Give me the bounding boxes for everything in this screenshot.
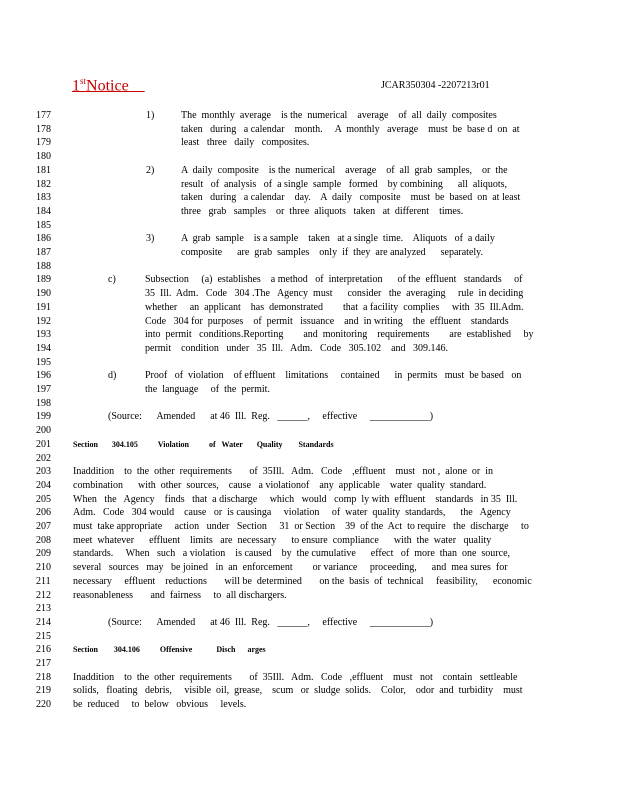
text-line: 35 Ill. Adm. Code 304 .The Agency must consider the averaging rule in deciding — [145, 288, 524, 300]
line-number: 198 — [36, 397, 51, 409]
line-number: 179 — [36, 137, 51, 149]
line-number: 199 — [36, 411, 51, 423]
text-line: The monthly average is the numerical average of all daily composites — [181, 110, 497, 121]
text-line: Proof of violation of effluent limitations contained in permits must be based on — [145, 370, 522, 382]
text-line: whether an applicant has demonstrated that a facility complies with 35 Ill.Adm. — [145, 301, 524, 313]
line-number: 189 — [36, 274, 51, 286]
line-number: 181 — [36, 164, 51, 176]
text-line: reasonableness and fairness to all dischargers. — [73, 589, 287, 601]
text-line: be reduced to below obvious levels. — [73, 699, 247, 711]
text-line: must take appropriate action under Section 31 or Section 39 of the Act to require the discharge to — [73, 521, 529, 532]
text-line: meet whatever effluent limits are necessary to ensure compliance with the water quality — [73, 534, 492, 546]
line-number: 213 — [36, 603, 51, 615]
text-line: necessary effluent reductions will be determined on the basis of technical feasibility, economic — [73, 575, 532, 587]
line-number: 200 — [36, 425, 51, 437]
item-label: d) — [108, 370, 117, 382]
item-label: 3) — [146, 233, 155, 245]
text-line: into permit conditions.Reporting and monitoring requirements are established by — [145, 329, 534, 341]
text-line: Code 304 for purposes of permit issuance and in writing the effluent standards — [145, 315, 509, 327]
line-number: 177 — [36, 110, 51, 121]
line-number: 205 — [36, 493, 51, 505]
text-line: Inaddition to the other requirements of 35Ill. Adm. Code ,effluent must not contain settleable — [73, 671, 518, 683]
line-number: 204 — [36, 479, 51, 491]
text-line: Adm. Code 304 would cause or is causinga violation of water quality standards, the Agency — [73, 507, 511, 519]
line-number: 193 — [36, 329, 51, 341]
text-line: composite are grab samples only if they are analyzed separately. — [181, 247, 484, 258]
text-line: Inaddition to the other requirements of 35Ill. Adm. Code ,effluent must not , alone or in — [73, 466, 494, 478]
line-number: 210 — [36, 562, 51, 574]
line-number: 182 — [36, 178, 51, 190]
jcar-reference: JCAR350304 -2207213r01 — [381, 80, 490, 91]
line-number: 211 — [36, 575, 51, 587]
section-heading: Section 304.106 Offensive Disch arges — [73, 645, 266, 654]
line-number: 208 — [36, 534, 51, 546]
line-number: 219 — [36, 685, 51, 697]
text-line: several sources may be joined in an enforcement or variance proceeding, and mea sures for — [73, 562, 508, 574]
text-line: the language of the permit. — [145, 384, 270, 395]
text-line: When the Agency finds that a discharge which would comp ly with effluent standards in 35 Ill. — [73, 493, 518, 505]
item-label: 2) — [146, 164, 155, 176]
line-number: 180 — [36, 151, 51, 163]
section-heading: Section 304.105 Violation of Water Quality Standards — [73, 439, 334, 449]
line-number: 190 — [36, 288, 51, 300]
line-number: 194 — [36, 342, 51, 354]
line-number: 201 — [36, 438, 51, 450]
text-line: standards. When such a violation is caused by the cumulative effect of more than one source, — [73, 548, 511, 560]
line-number: 178 — [36, 123, 51, 135]
line-number: 206 — [36, 507, 51, 519]
notice-word: Notice — [86, 77, 129, 95]
text-line: A daily composite is the numerical average of all grab samples, or the — [181, 164, 508, 176]
line-number: 214 — [36, 616, 51, 628]
notice-superscript: st — [80, 76, 87, 86]
line-number: 197 — [36, 384, 51, 395]
text-line: combination with other sources, cause a violationof any applicable water quality standard. — [73, 479, 487, 491]
line-number: 184 — [36, 205, 51, 217]
line-number: 217 — [36, 658, 51, 669]
text-line: three grab samples or three aliquots taken at different times. — [181, 205, 464, 217]
notice-number: 1 — [72, 77, 80, 95]
source-note: (Source: Amended at 46 Ill. Reg. ______, effective ____________) — [108, 616, 434, 628]
text-line: least three daily composites. — [181, 137, 310, 149]
line-number: 215 — [36, 630, 51, 642]
text-line: taken during a calendar month. A monthly average must be base d on at — [181, 123, 520, 135]
text-line: Subsection (a) establishes a method of interpretation of the effluent standards of — [145, 274, 523, 286]
line-number: 207 — [36, 521, 51, 532]
text-line: result of analysis of a single sample formed by combining all aliquots, — [181, 178, 508, 190]
text-line: A grab sample is a sample taken at a single time. Aliquots of a daily — [181, 233, 495, 245]
item-label: c) — [108, 274, 116, 286]
line-number: 203 — [36, 466, 51, 478]
text-line: permit condition under 35 Ill. Adm. Code 305.102 and 309.146. — [145, 342, 449, 354]
text-line: taken during a calendar day. A daily composite must be based on at least — [181, 192, 521, 204]
line-number: 218 — [36, 671, 51, 683]
line-number: 195 — [36, 356, 51, 368]
line-number: 183 — [36, 192, 51, 204]
line-number: 185 — [36, 219, 51, 231]
line-number: 202 — [36, 452, 51, 464]
notice-title — [72, 76, 145, 95]
line-number: 192 — [36, 315, 51, 327]
line-number: 209 — [36, 548, 51, 560]
text-line: solids, floating debris, visible oil, grease, scum or sludge solids. Color, odor and turbidity must — [73, 685, 523, 697]
line-number: 212 — [36, 589, 51, 601]
line-number: 186 — [36, 233, 51, 245]
line-number: 188 — [36, 260, 51, 272]
line-number: 196 — [36, 370, 51, 382]
line-number: 191 — [36, 301, 51, 313]
line-number: 187 — [36, 247, 51, 258]
line-number: 220 — [36, 699, 51, 711]
item-label: 1) — [146, 110, 155, 121]
source-note: (Source: Amended at 46 Ill. Reg. ______, effective ____________) — [108, 411, 434, 423]
line-number: 216 — [36, 644, 51, 656]
